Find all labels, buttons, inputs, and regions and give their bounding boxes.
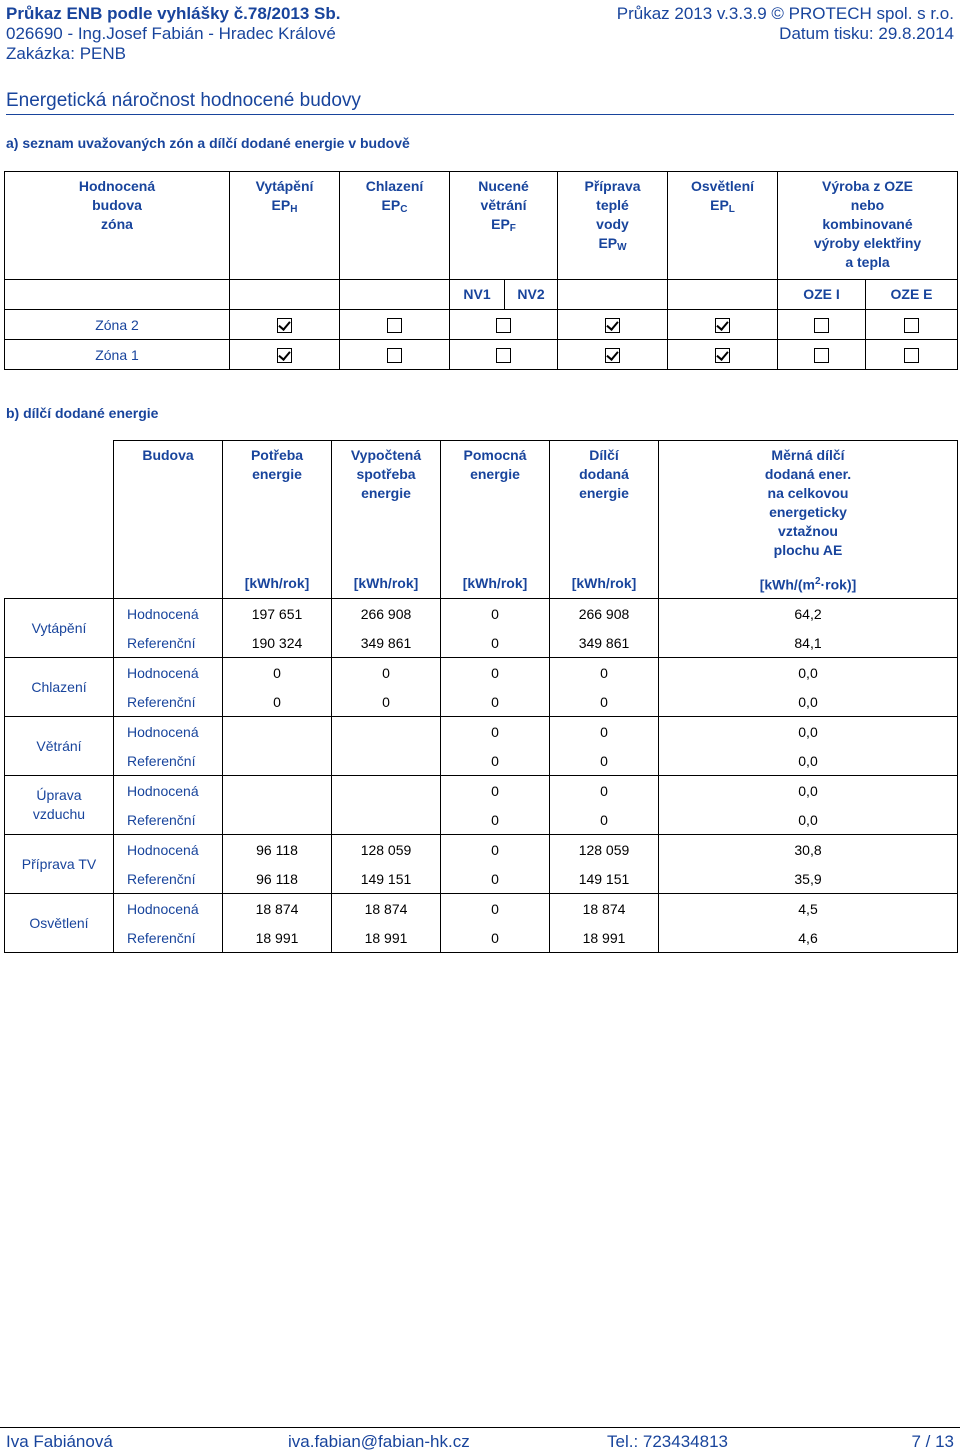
cell-pomoc: 0 <box>441 894 550 924</box>
checkbox-icon <box>814 318 829 333</box>
cell-vypoc <box>332 717 441 747</box>
cell-vypoc: 18 991 <box>332 923 441 953</box>
hdr-oze-i: OZE I <box>778 280 866 310</box>
cell-potreba: 0 <box>223 658 332 688</box>
hdr-heating: Vytápění $EP_H$ <box>230 172 340 280</box>
cell-pomoc: 0 <box>441 864 550 894</box>
cell-dilci: 0 <box>550 746 659 776</box>
cell-dilci: 0 <box>550 805 659 835</box>
table-row <box>5 717 958 747</box>
row-label: Hodnocená <box>114 776 223 806</box>
cell-dilci: 0 <box>550 687 659 717</box>
table-row <box>5 894 958 924</box>
footer-page: 7 / 13 <box>911 1432 954 1451</box>
row-label: Referenční <box>114 923 223 953</box>
cell-merna: 0,0 <box>659 805 958 835</box>
checkbox-icon <box>277 318 292 333</box>
print-date: Datum tisku: 29.8.2014 <box>779 24 954 43</box>
hdr-cooling: Chlazení $EP_C$ <box>340 172 450 280</box>
cell-dilci: 266 908 <box>550 599 659 629</box>
hdr-nv2: NV2 <box>505 280 558 310</box>
cell-pomoc: 0 <box>441 628 550 658</box>
cell-pomoc: 0 <box>441 746 550 776</box>
unit-calculated: [kWh/rok] <box>332 569 441 599</box>
checkbox-icon <box>605 348 620 363</box>
table-row <box>5 805 958 835</box>
hdr-specific: Měrná dílčí dodaná ener. na celkovou energeticky vztažnou plochu AE <box>659 441 958 569</box>
cell-vypoc <box>332 776 441 806</box>
unit-partial: [kWh/rok] <box>550 569 659 599</box>
checkbox-icon <box>904 348 919 363</box>
cell-vypoc <box>332 746 441 776</box>
footer-email: iva.fabian@fabian-hk.cz <box>288 1432 470 1451</box>
footer-name: Iva Fabiánová <box>6 1432 113 1451</box>
checkbox-icon <box>496 348 511 363</box>
cell-merna: 0,0 <box>659 776 958 806</box>
cell-potreba: 18 991 <box>223 923 332 953</box>
table-row <box>5 687 958 717</box>
cell-potreba: 0 <box>223 687 332 717</box>
table-row <box>5 599 958 629</box>
table-row <box>5 628 958 658</box>
row-label: Hodnocená <box>114 894 223 924</box>
hdr-building: Budova <box>114 441 223 569</box>
category-name: Vytápění <box>5 599 114 658</box>
section-a-title: a) seznam uvažovaných zón a dílčí dodané energie v budově <box>6 135 410 151</box>
cell-merna: 30,8 <box>659 835 958 865</box>
checkbox-icon <box>715 348 730 363</box>
zones-table <box>4 171 958 370</box>
cell-potreba <box>223 776 332 806</box>
cell-potreba: 18 874 <box>223 894 332 924</box>
checkbox-icon <box>814 348 829 363</box>
cell-vypoc: 149 151 <box>332 864 441 894</box>
cell-pomoc: 0 <box>441 835 550 865</box>
cell-pomoc: 0 <box>441 658 550 688</box>
hdr-lighting: Osvětlení $EP_L$ <box>668 172 778 280</box>
cell-pomoc: 0 <box>441 599 550 629</box>
hdr-oze-e: OZE E <box>866 280 958 310</box>
cell-vypoc: 0 <box>332 658 441 688</box>
category-name: Větrání <box>5 717 114 776</box>
table-row <box>5 658 958 688</box>
cell-vypoc: 18 874 <box>332 894 441 924</box>
cell-vypoc <box>332 805 441 835</box>
energy-table <box>4 440 958 953</box>
checkbox-icon <box>277 348 292 363</box>
row-label: Hodnocená <box>114 599 223 629</box>
category-name: Úprava vzduchu <box>5 776 114 835</box>
page-footer <box>0 1427 960 1452</box>
order-info: Zakázka: PENB <box>6 44 126 63</box>
cell-pomoc: 0 <box>441 687 550 717</box>
category-name: Osvětlení <box>5 894 114 953</box>
cell-merna: 84,1 <box>659 628 958 658</box>
hdr-auxiliary: Pomocná energie <box>441 441 550 569</box>
row-label: Hodnocená <box>114 658 223 688</box>
zone-name: Zóna 1 <box>5 340 230 370</box>
hdr-zone: Hodnocená budova zóna <box>5 172 230 280</box>
cell-potreba <box>223 717 332 747</box>
cell-vypoc: 128 059 <box>332 835 441 865</box>
cell-merna: 0,0 <box>659 658 958 688</box>
checkbox-icon <box>387 348 402 363</box>
cell-merna: 4,5 <box>659 894 958 924</box>
row-label: Referenční <box>114 687 223 717</box>
cell-pomoc: 0 <box>441 805 550 835</box>
cell-vypoc: 349 861 <box>332 628 441 658</box>
cell-merna: 0,0 <box>659 746 958 776</box>
unit-need: [kWh/rok] <box>223 569 332 599</box>
row-label: Referenční <box>114 628 223 658</box>
cell-dilci: 18 991 <box>550 923 659 953</box>
hdr-nv1: NV1 <box>450 280 505 310</box>
cell-dilci: 128 059 <box>550 835 659 865</box>
cell-dilci: 349 861 <box>550 628 659 658</box>
checkbox-icon <box>387 318 402 333</box>
table-row <box>5 923 958 953</box>
cell-vypoc: 266 908 <box>332 599 441 629</box>
cell-potreba: 96 118 <box>223 864 332 894</box>
cell-dilci: 0 <box>550 776 659 806</box>
row-label: Referenční <box>114 864 223 894</box>
zone-row <box>5 340 958 370</box>
table-row <box>5 864 958 894</box>
checkbox-icon <box>605 318 620 333</box>
hdr-calculated: Vypočtená spotřeba energie <box>332 441 441 569</box>
cell-merna: 4,6 <box>659 923 958 953</box>
row-label: Hodnocená <box>114 717 223 747</box>
zone-name: Zóna 2 <box>5 310 230 340</box>
row-label: Hodnocená <box>114 835 223 865</box>
table-row <box>5 835 958 865</box>
cell-pomoc: 0 <box>441 717 550 747</box>
zone-row <box>5 310 958 340</box>
cell-pomoc: 0 <box>441 776 550 806</box>
author-info: 026690 - Ing.Josef Fabián - Hradec Králové <box>6 24 336 43</box>
cell-pomoc: 0 <box>441 923 550 953</box>
cell-potreba <box>223 746 332 776</box>
table-row <box>5 776 958 806</box>
cell-vypoc: 0 <box>332 687 441 717</box>
row-label: Referenční <box>114 805 223 835</box>
table-row <box>5 746 958 776</box>
document-title: Průkaz ENB podle vyhlášky č.78/2013 Sb. <box>6 4 341 23</box>
cell-dilci: 149 151 <box>550 864 659 894</box>
cell-merna: 0,0 <box>659 717 958 747</box>
cell-merna: 35,9 <box>659 864 958 894</box>
checkbox-icon <box>715 318 730 333</box>
hdr-partial: Dílčí dodaná energie <box>550 441 659 569</box>
category-name: Příprava TV <box>5 835 114 894</box>
software-version: Průkaz 2013 v.3.3.9 © PROTECH spol. s r.o. <box>616 4 954 23</box>
section-b-title: b) dílčí dodané energie <box>6 405 159 421</box>
cell-potreba: 197 651 <box>223 599 332 629</box>
unit-auxiliary: [kWh/rok] <box>441 569 550 599</box>
hdr-need: Potřeba energie <box>223 441 332 569</box>
checkbox-icon <box>904 318 919 333</box>
page-title: Energetická náročnost hodnocené budovy <box>6 90 954 115</box>
hdr-hot-water: Příprava teplé vody $EP_W$ <box>558 172 668 280</box>
hdr-renewables: Výroba z OZE nebo kombinované výroby elektřiny a tepla <box>778 172 958 280</box>
cell-dilci: 0 <box>550 658 659 688</box>
cell-dilci: 18 874 <box>550 894 659 924</box>
cell-potreba <box>223 805 332 835</box>
cell-dilci: 0 <box>550 717 659 747</box>
checkbox-icon <box>496 318 511 333</box>
hdr-ventilation: Nucené větrání $EP_F$ <box>450 172 558 280</box>
cell-merna: 0,0 <box>659 687 958 717</box>
cell-merna: 64,2 <box>659 599 958 629</box>
category-name: Chlazení <box>5 658 114 717</box>
unit-specific: $[kWh/(m^2\cdot rok)]$ <box>659 569 958 599</box>
cell-potreba: 96 118 <box>223 835 332 865</box>
row-label: Referenční <box>114 746 223 776</box>
cell-potreba: 190 324 <box>223 628 332 658</box>
footer-phone: Tel.: 723434813 <box>607 1432 728 1451</box>
